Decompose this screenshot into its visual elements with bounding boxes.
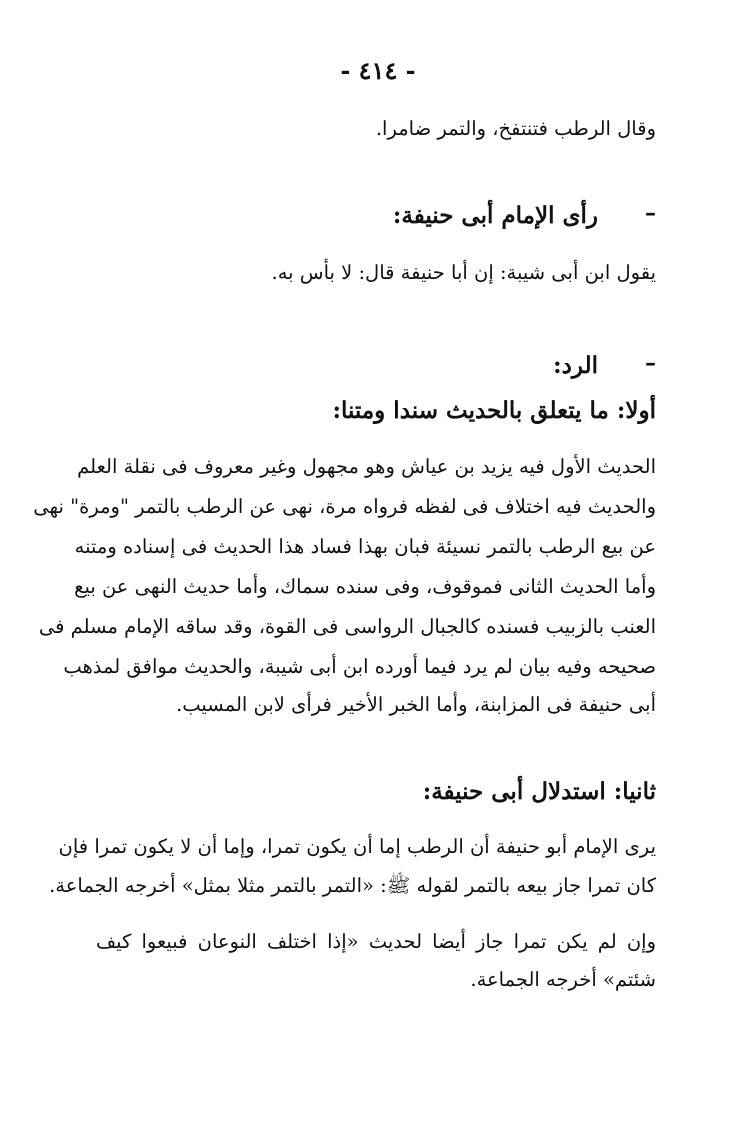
- section1-text: يقول ابن أبى شيبة: إن أبا حنيفة قال: لا بأس به.: [271, 261, 656, 284]
- paragraph-line: عن بيع الرطب بالتمر نسيئة فبان بهذا فساد هذا الحديث فى إسناده ومتنه: [74, 535, 656, 558]
- section2-subheading: أولا: ما يتعلق بالحديث سندا ومتنا:: [332, 397, 656, 424]
- page-number: - ٤١٤ -: [340, 56, 416, 85]
- paragraph-line: وإن لم يكن تمرا جاز أيضا لحديث «إذا اختلف النوعان فبيعوا كيف: [96, 930, 656, 953]
- paragraph-line: العنب بالزبيب فسنده كالجبال الرواسى فى القوة، وقد ساقه الإمام مسلم فى: [38, 615, 656, 638]
- section1-dash: –: [645, 200, 656, 226]
- section2-heading: الرد:: [553, 352, 598, 379]
- intro-line: وقال الرطب فتنتفخ، والتمر ضامرا.: [375, 117, 656, 140]
- section1-heading: رأى الإمام أبى حنيفة:: [392, 202, 598, 229]
- paragraph-line: كان تمرا جاز بيعه بالتمر لقوله ﷺ: «التمر بالتمر مثلا بمثل» أخرجه الجماعة.: [49, 874, 656, 897]
- paragraph-line: شئتم» أخرجه الجماعة.: [470, 968, 656, 991]
- paragraph-line: الحديث الأول فيه يزيد بن عياش وهو مجهول وغير معروف فى نقلة العلم: [77, 455, 656, 478]
- paragraph-line: والحديث فيه اختلاف فى لفظه فرواه مرة، نهى عن الرطب بالتمر "ومرة" نهى: [33, 495, 656, 518]
- section3-heading: ثانيا: استدلال أبى حنيفة:: [422, 778, 656, 805]
- paragraph-line: أبى حنيفة فى المزابنة، وأما الخبر الأخير فرأى لابن المسيب.: [176, 693, 656, 716]
- paragraph-line: يرى الإمام أبو حنيفة أن الرطب إما أن يكون تمرا، وإما أن لا يكون تمرا فإن: [58, 835, 656, 858]
- paragraph-line: وأما الحديث الثانى فموقوف، وفى سنده سماك، وأما حديث النهى عن بيع: [74, 575, 656, 598]
- section2-dash: –: [645, 350, 656, 376]
- paragraph-line: صحيحه وفيه بيان لم يرد فيما أورده ابن أبى شيبة، والحديث موافق لمذهب: [63, 655, 656, 678]
